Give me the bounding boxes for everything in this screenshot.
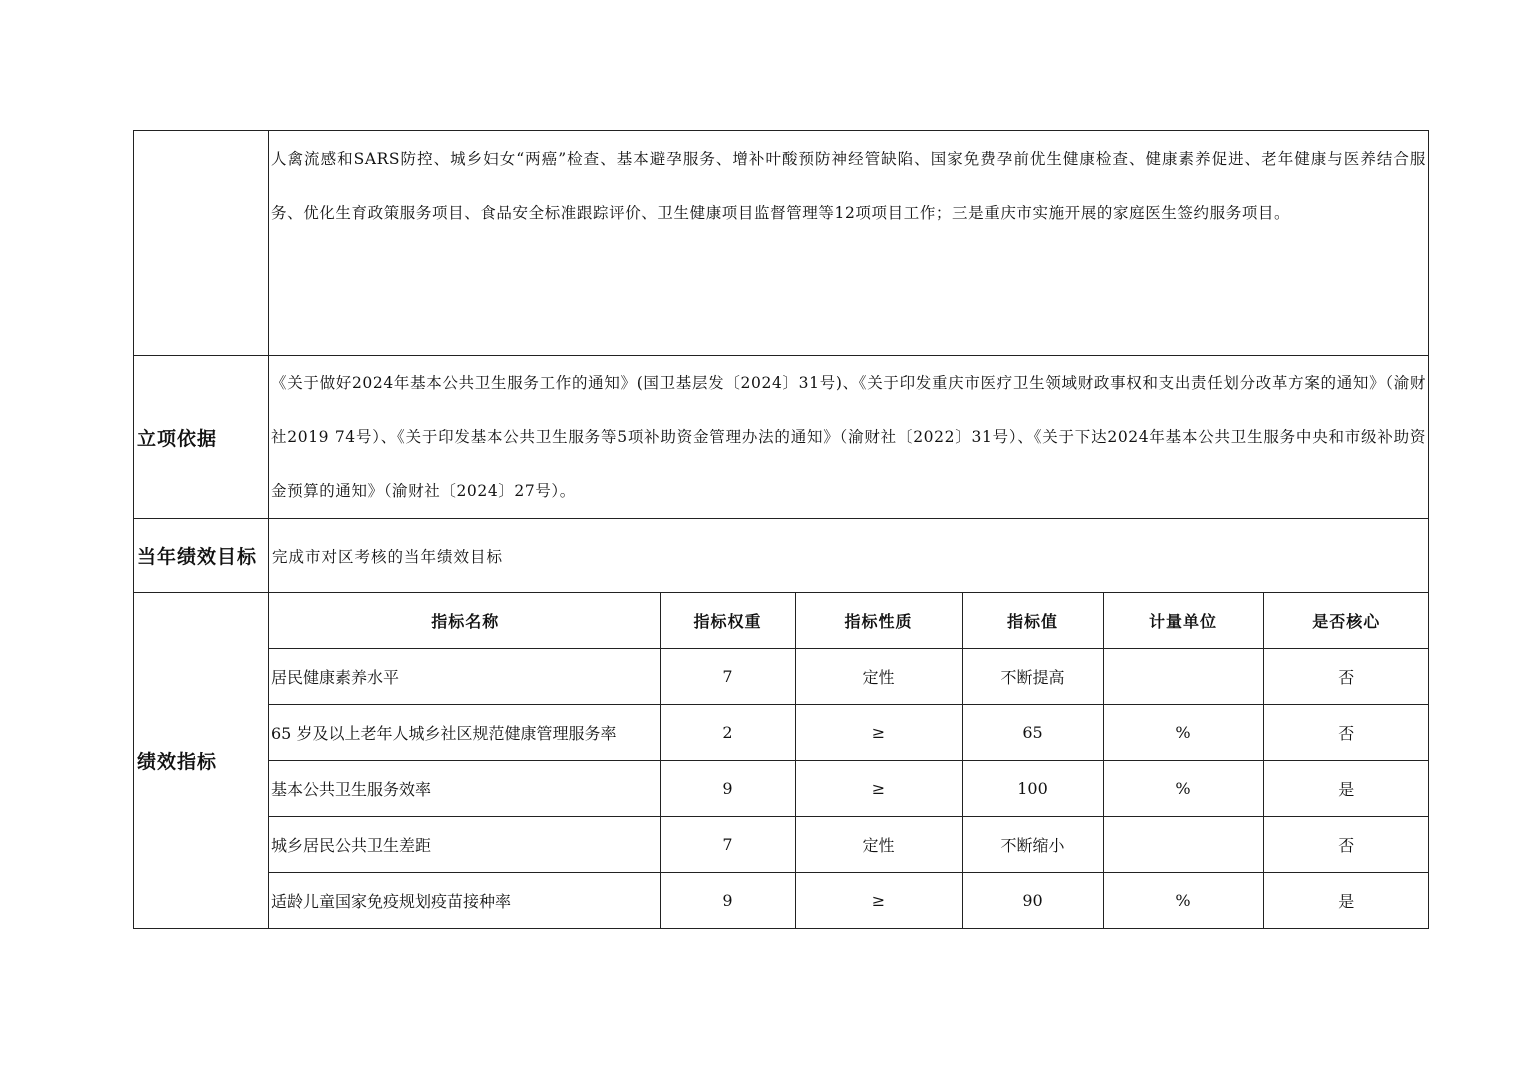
indicator-name: 65 岁及以上老年人城乡社区规范健康管理服务率: [269, 705, 660, 761]
indicator-unit: %: [1103, 873, 1263, 929]
header-nature: 指标性质: [795, 593, 962, 649]
table-row: [269, 873, 1429, 929]
indicator-nature: 定性: [795, 649, 962, 705]
table-row: [269, 761, 1429, 817]
indicator-nature: ≥: [795, 705, 962, 761]
goal-text: 完成市对区考核的当年绩效目标: [269, 519, 1429, 593]
basis-row: [134, 356, 1429, 519]
header-unit: 计量单位: [1103, 593, 1263, 649]
indicator-unit: %: [1103, 705, 1263, 761]
indicator-unit: %: [1103, 761, 1263, 817]
indicator-is-core: 否: [1263, 705, 1429, 761]
header-is-core: 是否核心: [1263, 593, 1429, 649]
indicator-name: 适龄儿童国家免疫规划疫苗接种率: [269, 873, 660, 929]
scope-text: 人禽流感和SARS防控、城乡妇女“两癌”检查、基本避孕服务、增补叶酸预防神经管缺陷、国家免费孕前优生健康检查、健康素养促进、老年健康与医养结合服务、优化生育政策服务项目、食品安全标准跟踪评价、卫生健康项目监督管理等12项项目工作；三是重庆市实施开展的家庭医生签约服务项目。: [269, 131, 1429, 356]
indicator-is-core: 是: [1263, 873, 1429, 929]
goal-label: 当年绩效目标: [134, 519, 269, 593]
indicators-row: [134, 593, 1429, 929]
indicator-value: 不断提高: [962, 649, 1103, 705]
indicator-unit: [1103, 649, 1263, 705]
indicator-weight: 2: [660, 705, 795, 761]
indicator-name: 城乡居民公共卫生差距: [269, 817, 660, 873]
indicator-is-core: 是: [1263, 761, 1429, 817]
indicator-is-core: 否: [1263, 817, 1429, 873]
indicator-name: 居民健康素养水平: [269, 649, 660, 705]
scope-row: [134, 131, 1429, 356]
project-table: [133, 130, 1429, 929]
indicator-nature: ≥: [795, 761, 962, 817]
indicator-weight: 9: [660, 761, 795, 817]
indicator-value: 100: [962, 761, 1103, 817]
indicator-value: 90: [962, 873, 1103, 929]
header-weight: 指标权重: [660, 593, 795, 649]
indicator-nature: ≥: [795, 873, 962, 929]
indicators-label: 绩效指标: [134, 593, 269, 929]
table-row: [269, 817, 1429, 873]
indicators-header-row: [269, 593, 1429, 649]
indicator-weight: 7: [660, 649, 795, 705]
table-row: [269, 705, 1429, 761]
indicator-is-core: 否: [1263, 649, 1429, 705]
indicators-cell: [269, 593, 1429, 929]
scope-label-cell: [134, 131, 269, 356]
indicators-table: [269, 593, 1429, 928]
header-value: 指标值: [962, 593, 1103, 649]
indicator-weight: 9: [660, 873, 795, 929]
indicator-nature: 定性: [795, 817, 962, 873]
basis-label: 立项依据: [134, 356, 269, 519]
goal-row: [134, 519, 1429, 593]
indicator-weight: 7: [660, 817, 795, 873]
indicator-value: 不断缩小: [962, 817, 1103, 873]
indicator-name: 基本公共卫生服务效率: [269, 761, 660, 817]
basis-text: 《关于做好2024年基本公共卫生服务工作的通知》(国卫基层发〔2024〕31号)、《关于印发重庆市医疗卫生领域财政事权和支出责任划分改革方案的通知》（渝财社2019 74号）、《关于印发基本公共卫生服务等5项补助资金管理办法的通知》（渝财社〔2022〕31号）、《关于下达2024年基本公共卫生服务中央和市级补助资金预算的通知》（渝财社〔2024〕27号）。: [269, 356, 1429, 519]
header-indicator-name: 指标名称: [269, 593, 660, 649]
table-row: [269, 649, 1429, 705]
indicator-value: 65: [962, 705, 1103, 761]
indicator-unit: [1103, 817, 1263, 873]
